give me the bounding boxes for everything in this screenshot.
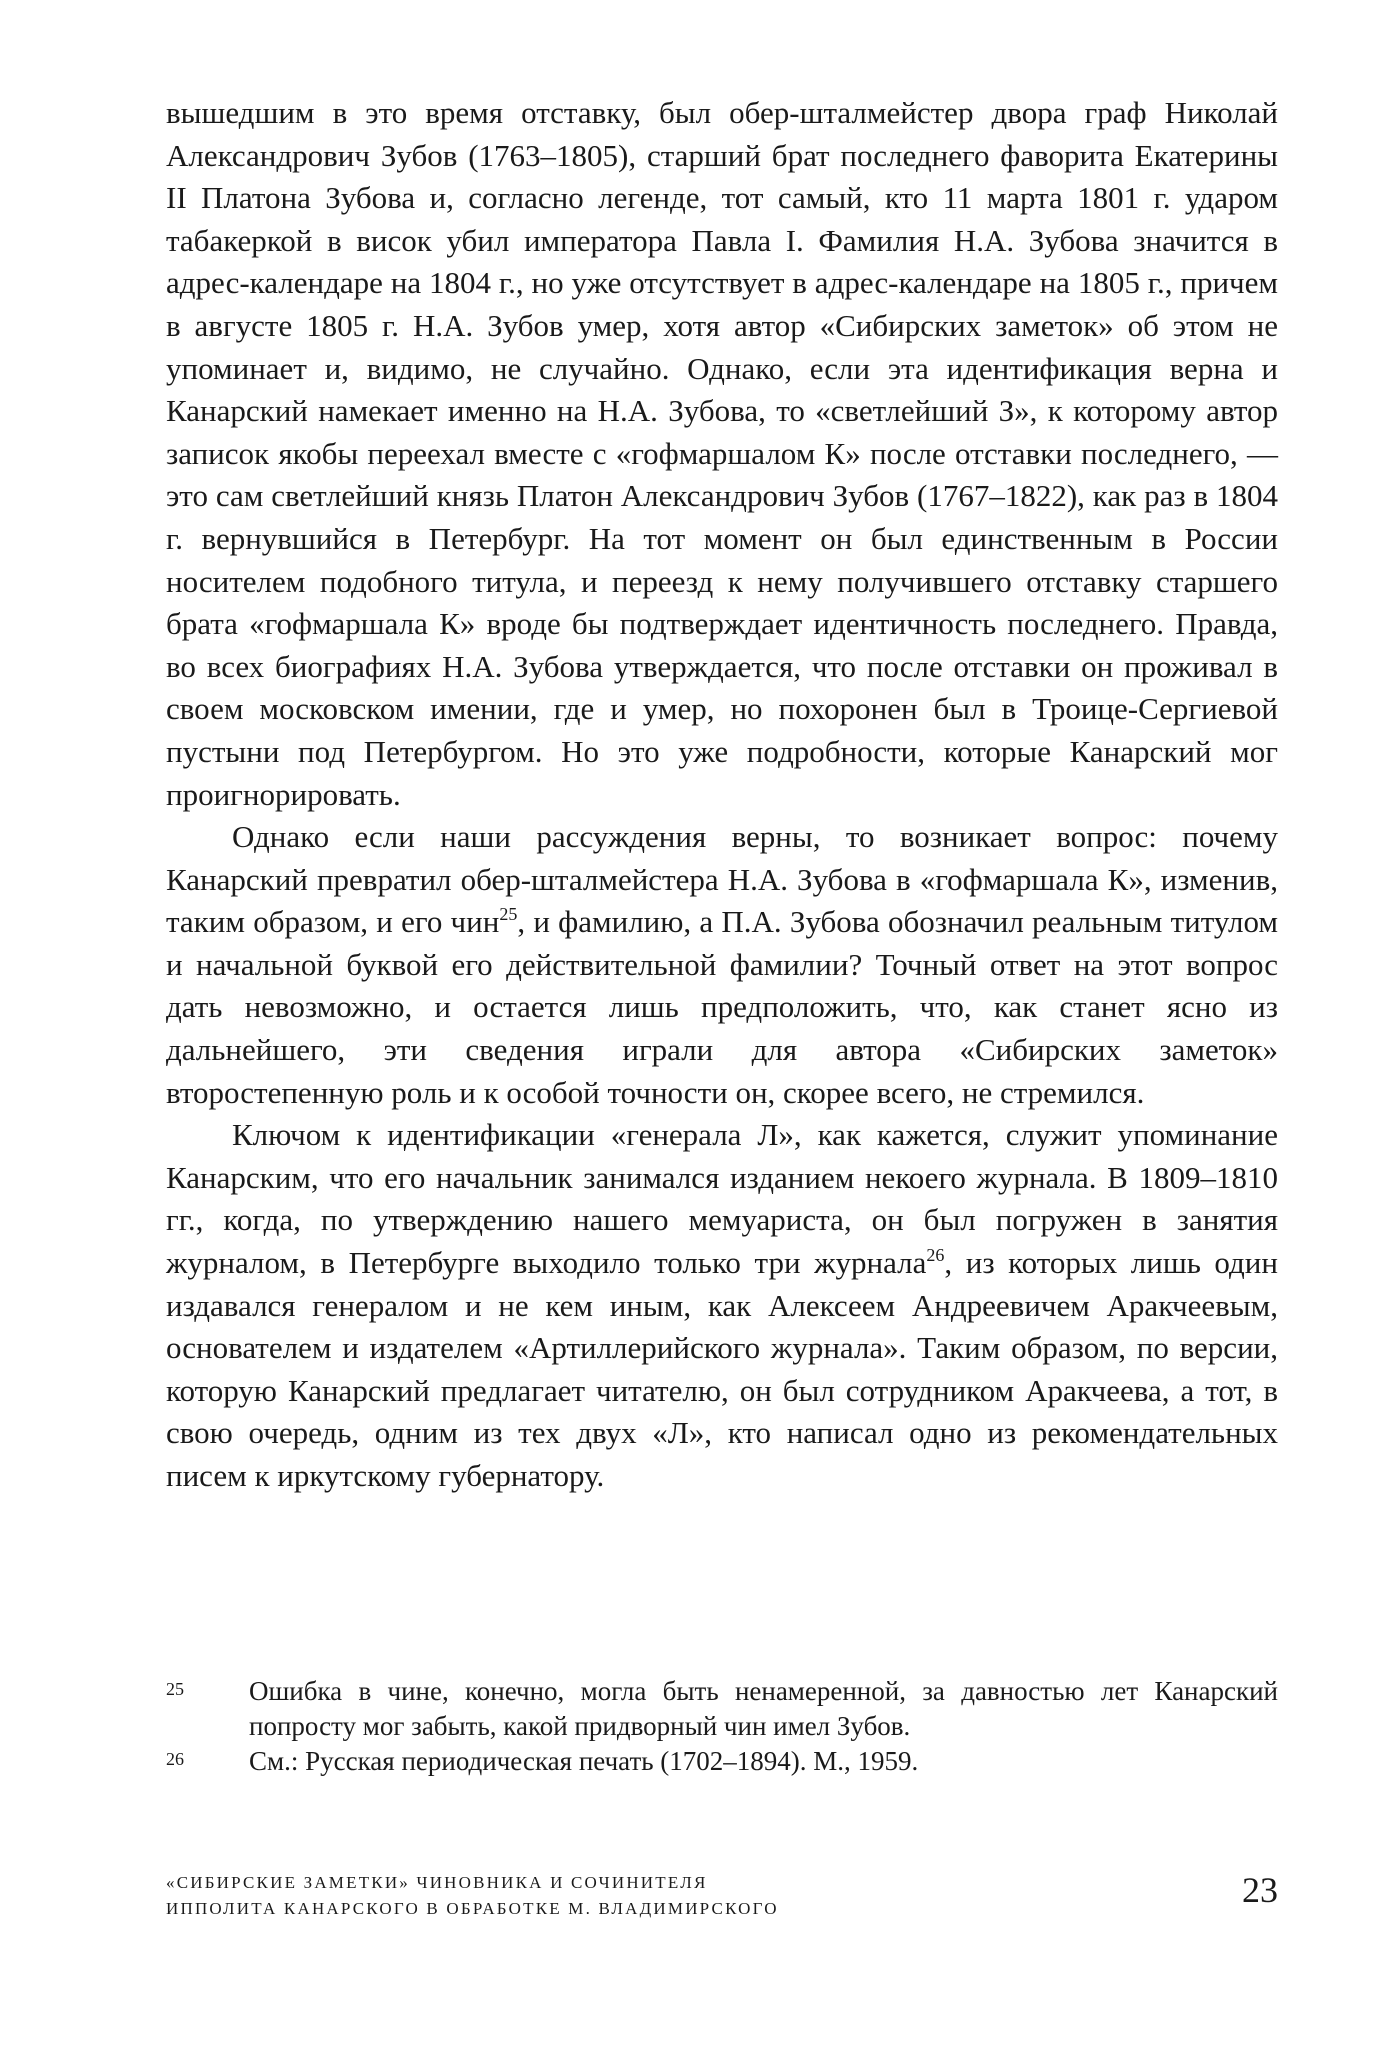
footnotes [166,1674,1278,1779]
paragraph-2-text-before: Однако если наши рассуждения верны, то возникает вопрос: почему Канарский превратил обер-шталмейстера Н.А. Зубова в «гофмаршала К», изменив, таким образом, и его чин [166,819,1278,940]
running-title-line-1: «СИБИРСКИЕ ЗАМЕТКИ» ЧИНОВНИКА И СОЧИНИТЕЛЯ [166,1873,708,1892]
footnote-26 [166,1744,1278,1779]
footnote-25 [166,1674,1278,1744]
page-footer [166,1870,1278,1940]
paragraph-1: вышедшим в это время отставку, был обер-шталмейстер двора граф Николай Александрович Зубов (1763–1805), старший брат последнего фаворита Екатерины II Платона Зубова и, согласно легенде, тот самый, кто 11 марта 1801 г. ударом табакеркой в висок убил императора Павла I. Фамилия Н.А. Зубова значится в адрес-календаре на 1804 г., но уже отсутствует в адрес-календаре на 1805 г., причем в августе 1805 г. Н.А. Зубов умер, хотя автор «Сибирских заметок» об этом не упоминает и, видимо, не случайно. Однако, если эта идентификация верна и Канарский намекает именно на Н.А. Зубова, то «светлейший З», к которому автор записок якобы переехал вместе с «гофмаршалом К» после отставки последнего, — это сам светлейший князь Платон Александрович Зубов (1767–1822), как раз в 1804 г. вернувшийся в Петербург. На тот момент он был единственным в России носителем подобного титула, и переезд к нему получившего отставку старшего брата «гофмаршала К» вроде бы подтверждает идентичность последнего. Правда, во всех биографиях Н.А. Зубова утверждается, что после отставки он проживал в своем московском имении, где и умер, но похоронен был в Троице-Сергиевой пустыни под Петербургом. Но это уже подробности, которые Канарский мог проигнорировать. [166,95,1278,812]
footnote-text: См.: Русская периодическая печать (1702–1894). М., 1959. [249,1746,919,1776]
footnote-ref-26[interactable]: 26 [926,1245,945,1266]
page-number: 23 [1242,1870,1278,1910]
main-text [166,92,1278,1498]
paragraph-3 [166,1114,1278,1497]
paragraph-3-text-after: , из которых лишь один издавался генералом и не кем иным, как Алексеем Андреевичем Аракчеевым, основателем и издателем «Артиллерийского журнала». Таким образом, по версии, которую Канарский предлагает читателю, он был сотрудником Аракчеева, а тот, в свою очередь, одним из тех двух «Л», кто написал одно из рекомендательных писем к иркутскому губернатору. [166,1245,1278,1493]
footnote-number: 25 [166,1679,184,1699]
paragraph-2-text-after: , и фамилию, а П.А. Зубова обозначил реальным титулом и начальной буквой его действительной фамилии? Точный ответ на этот вопрос дать невозможно, и остается лишь предположить, что, как станет ясно из дальнейшего, эти сведения играли для автора «Сибирских заметок» второстепенную роль и к особой точности он, скорее всего, не стремился. [166,904,1279,1110]
running-title [166,1870,1278,1922]
footnote-number: 26 [166,1749,184,1769]
paragraph-2 [166,816,1278,1114]
running-title-line-2: ИППОЛИТА КАНАРСКОГО В ОБРАБОТКЕ М. ВЛАДИМИРСКОГО [166,1899,779,1918]
footnote-text: Ошибка в чине, конечно, могла быть ненамеренной, за давностью лет Канарский попросту мог забыть, какой придворный чин имел Зубов. [249,1676,1278,1741]
footnote-ref-25[interactable]: 25 [499,904,518,925]
paragraph-3-text-before: Ключом к идентификации «генерала Л», как кажется, служит упоминание Канарским, что его начальник занимался изданием некоего журнала. В 1809–1810 гг., когда, по утверждению нашего мемуариста, он был погружен в занятия журналом, в Петербурге выходило только три журнала [166,1117,1278,1281]
